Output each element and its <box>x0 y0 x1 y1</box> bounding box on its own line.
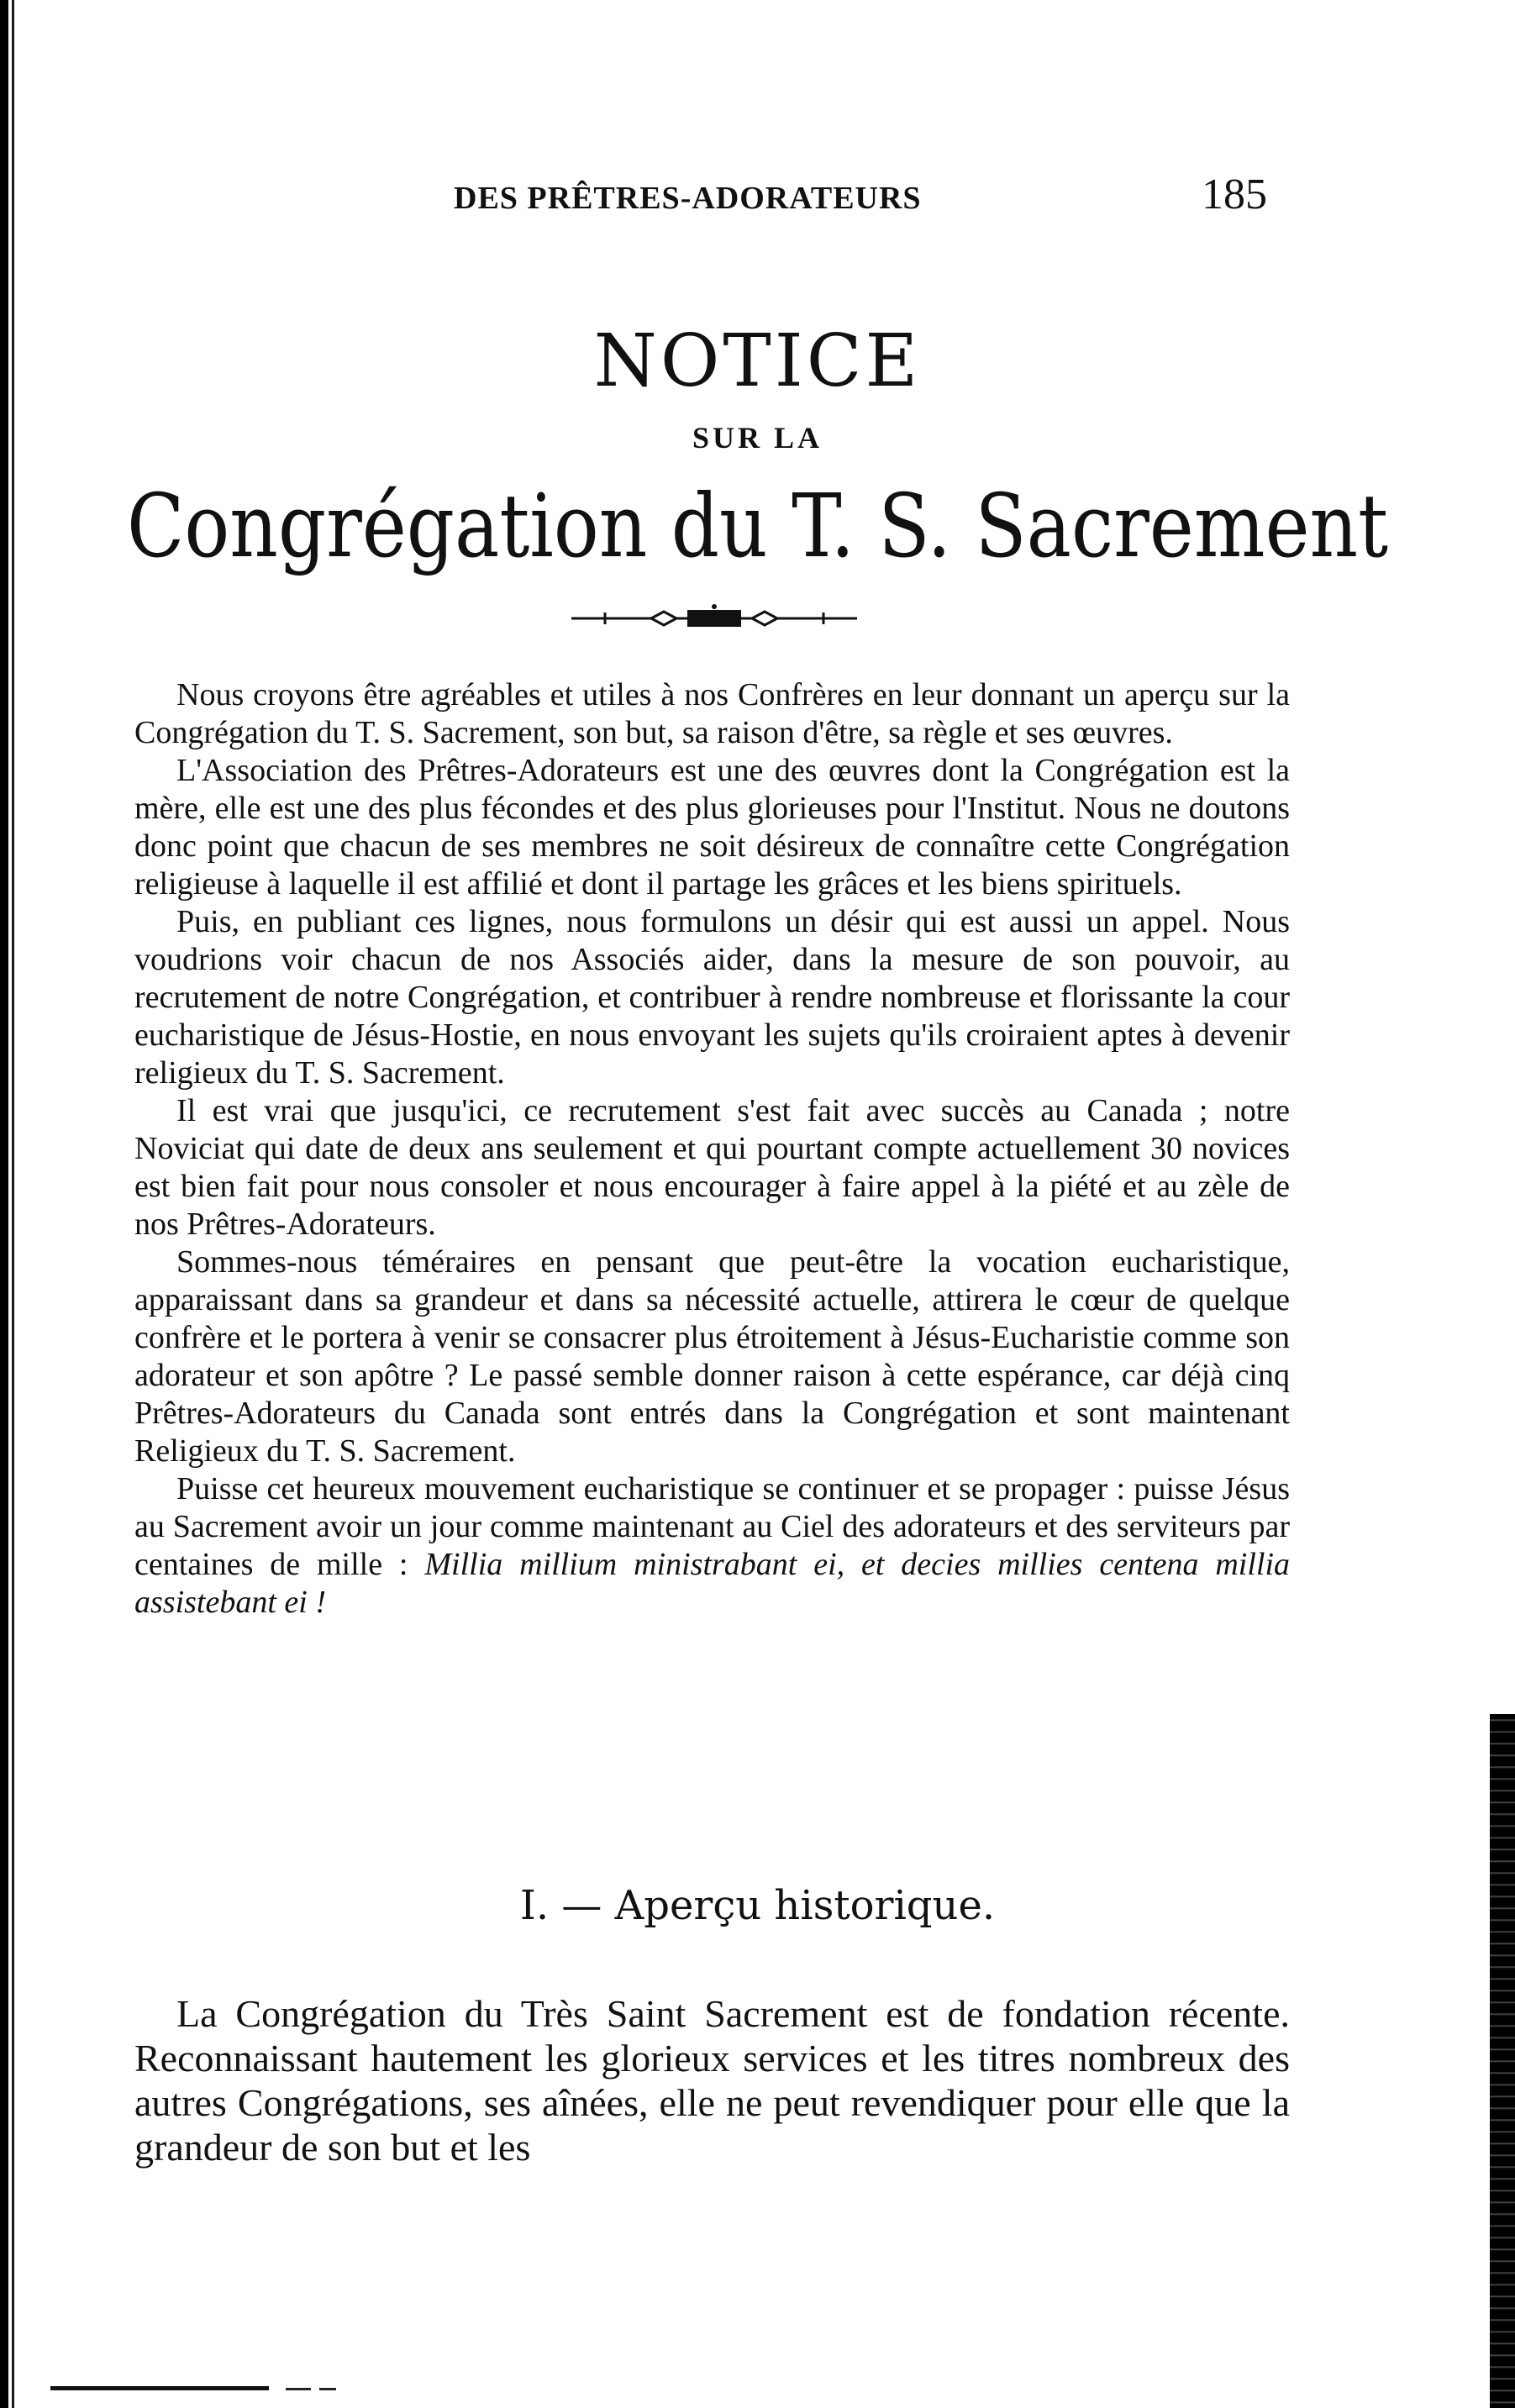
section-heading: I. — Aperçu historique. <box>519 1882 996 1929</box>
congregation-title: Congrégation du T. S. Sacrement <box>126 475 1389 577</box>
scan-dash <box>319 2388 336 2390</box>
section-text <box>134 1991 1290 2169</box>
intro-paragraph: L'Association des Prêtres-Adorateurs est une des œuvres dont la Congrégation est la mère, elle est une des plus fécondes et des plus glorieuses pour l'Institut. Nous ne doutons donc point que chacun de ses membres ne soit désireux de connaître cette Congrégation religieuse à laquelle il est affilié et dont il partage les grâces et les biens spirituels. <box>134 753 1290 902</box>
intro-paragraph: Nous croyons être agréables et utiles à nos Confrères en leur donnant un aperçu sur la Congrégation du T. S. Sacrement, son but, sa raison d'être, sa règle et ses œuvres. <box>134 677 1290 750</box>
latin-quotation: Millia millium ministrabant ei, et decies millies centena millia assistebant ei ! <box>134 1547 1291 1620</box>
scan-dash <box>286 2388 311 2390</box>
closing-paragraph <box>134 1470 1290 1622</box>
closing-text: Puisse cet heureux mouvement eucharistique se continuer et se propager : puisse Jésus au Sacrement avoir un jour comme maintenant au Ciel des adorateurs et des serviteurs par centaines de mille : <box>134 1471 1290 1582</box>
intro-paragraph: Puis, en publiant ces lignes, nous formulons un désir qui est aussi un appel. Nous voudrions voir chacun de nos Associés aider, dans la mesure de son pouvoir, au recrutement de notre Congrégation, et contribuer à rendre nombreuse et florissante la cour eucharistique de Jésus-Hostie, en nous envoyant les sujets qu'ils croiraient aptes à devenir religieux du T. S. Sacrement. <box>134 904 1290 1091</box>
notice-title: NOTICE <box>593 319 922 403</box>
section-paragraph: La Congrégation du Très Saint Sacrement est de fondation récente. Reconnaissant hautement les glorieux services et les titres nombreux des autres Congrégations, ses aînées, elle ne peut revendiquer pour elle que la grandeur de son but et les <box>134 1992 1290 2169</box>
ornament-divider <box>571 603 857 634</box>
page-number: 185 <box>1202 171 1267 218</box>
intro-paragraph: Il est vrai que jusqu'ici, ce recrutement s'est fait avec succès au Canada ; notre Noviciat qui date de deux ans seulement et qui pourtant compte actuellement 30 novices est bien fait pour nous consoler et nous encourager à faire appel à la piété et au zèle de nos Prêtres-Adorateurs. <box>134 1093 1290 1242</box>
intro-paragraph: Sommes-nous téméraires en pensant que peut-être la vocation eucharistique, apparaissant dans sa grandeur et dans sa nécessité actuelle, attirera le cœur de quelque confrère et le portera à venir se consacrer plus étroitement à Jésus-Eucharistie comme son adorateur et son apôtre ? Le passé semble donner raison à cette espérance, car déjà cinq Prêtres-Adorateurs du Canada sont entrés dans la Congrégation et sont maintenant Religieux du T. S. Sacrement. <box>134 1244 1290 1469</box>
scan-edge-right <box>1490 1714 1515 2408</box>
intro-text <box>134 676 1290 1622</box>
running-head: DES PRÊTRES-ADORATEURS <box>454 181 922 216</box>
scan-edge-bottom <box>50 2386 269 2390</box>
notice-subtitle: SUR LA <box>692 421 823 455</box>
